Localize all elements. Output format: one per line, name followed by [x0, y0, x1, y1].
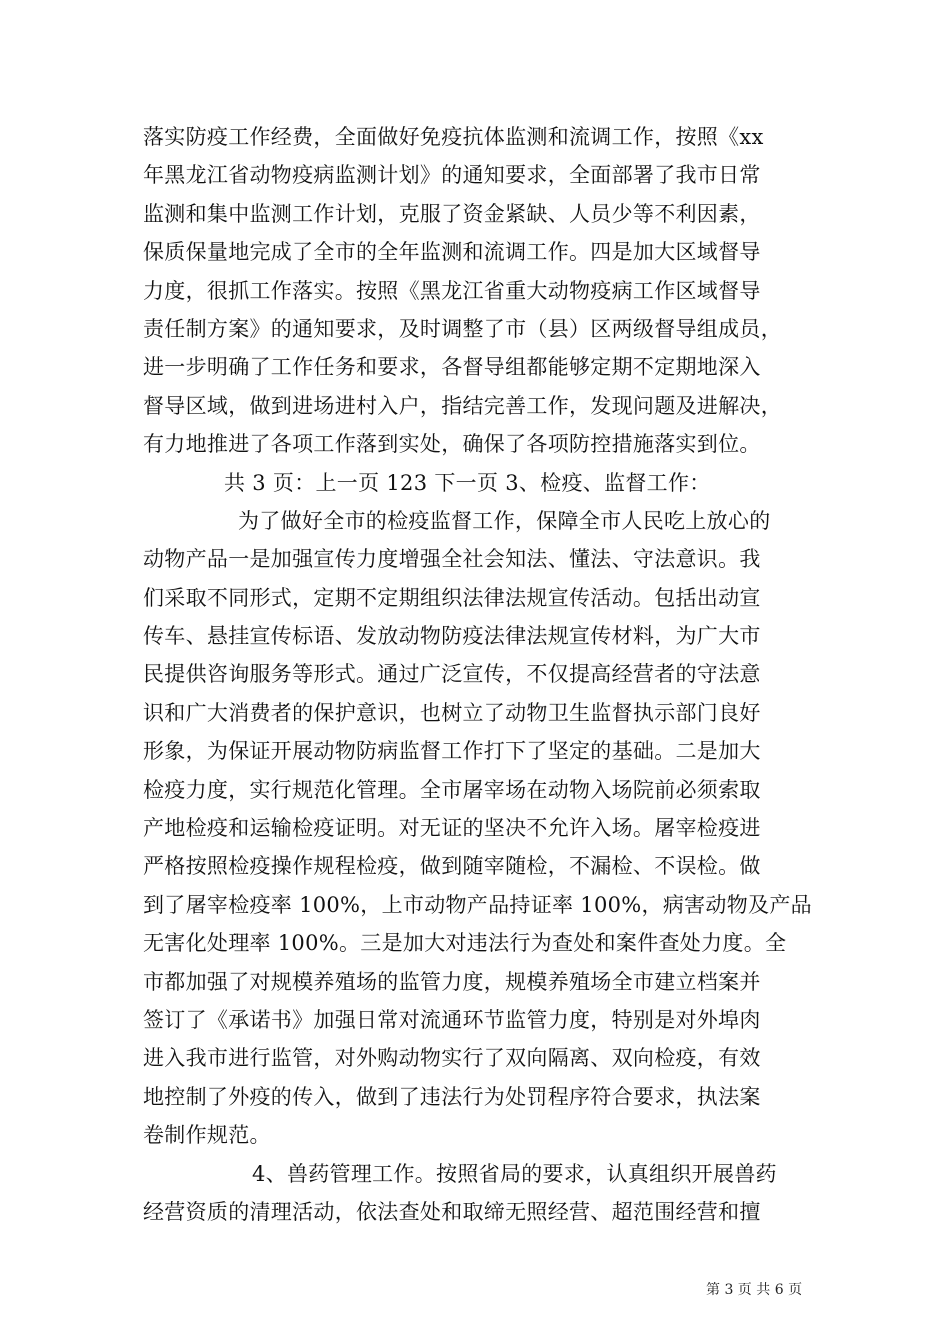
text-line: 形象，为保证开展动物防病监督工作打下了坚定的基础。二是加大	[143, 739, 761, 764]
text-line: 签订了《承诺书》加强日常对流通环节监管力度，特别是对外埠肉	[143, 1007, 761, 1032]
text-line: 传车、悬挂宣传标语、发放动物防疫法律法规宣传材料，为广大市	[143, 624, 761, 649]
text-line: 识和广大消费者的保护意识，也树立了动物卫生监督执示部门良好	[143, 700, 761, 725]
text-line: 无害化处理率 100%。三是加大对违法行为查处和案件查处力度。全	[143, 931, 787, 956]
text-line: 保质保量地完成了全市的全年监测和流调工作。四是加大区域督导	[143, 240, 761, 265]
text-line: 4、兽药管理工作。按照省局的要求，认真组织开展兽药	[252, 1161, 777, 1186]
text-line: 共 3 页：上一页 123 下一页 3、检疫、监督工作：	[224, 470, 711, 495]
text-line: 卷制作规范。	[143, 1123, 271, 1148]
text-line: 有力地推进了各项工作落到实处，确保了各项防控措施落实到位。	[143, 432, 761, 457]
text-line: 严格按照检疫操作规程检疫，做到随宰随检，不漏检、不误检。做	[143, 854, 761, 879]
text-line: 为了做好全市的检疫监督工作，保障全市人民吃上放心的	[238, 508, 771, 533]
text-line: 落实防疫工作经费，全面做好免疫抗体监测和流调工作，按照《xx	[143, 125, 764, 149]
text-line: 责任制方案》的通知要求，及时调整了市（县）区两级督导组成员，	[143, 316, 782, 341]
text-line: 检疫力度，实行规范化管理。全市屠宰场在动物入场院前必须索取	[143, 777, 761, 802]
text-line: 年黑龙江省动物疫病监测计划》的通知要求，全面部署了我市日常	[143, 163, 761, 188]
text-line: 督导区域，做到进场进村入户，指结完善工作，发现问题及进解决，	[143, 393, 782, 418]
text-line: 动物产品一是加强宣传力度增强全社会知法、懂法、守法意识。我	[143, 547, 761, 572]
page-footer: 第 3 页 共 6 页	[706, 1282, 803, 1298]
text-line: 产地检疫和运输检疫证明。对无证的坚决不允许入场。屠宰检疫进	[143, 816, 761, 841]
body-text	[143, 118, 823, 1231]
text-line: 进一步明确了工作任务和要求，各督导组都能够定期不定期地深入	[143, 355, 761, 380]
text-line: 力度，很抓工作落实。按照《黑龙江省重大动物疫病工作区域督导	[143, 278, 761, 303]
text-line: 民提供咨询服务等形式。通过广泛宣传，不仅提高经营者的守法意	[143, 662, 761, 687]
text-line: 经营资质的清理活动，依法查处和取缔无照经营、超范围经营和擅	[143, 1199, 761, 1224]
text-line: 市都加强了对规模养殖场的监管力度，规模养殖场全市建立档案并	[143, 969, 761, 994]
text-line: 们采取不同形式，定期不定期组织法律法规宣传活动。包括出动宣	[143, 585, 761, 610]
text-line: 监测和集中监测工作计划，克服了资金紧缺、人员少等不利因素，	[143, 201, 761, 226]
text-line: 进入我市进行监管，对外购动物实行了双向隔离、双向检疫，有效	[143, 1046, 761, 1071]
text-line: 地控制了外疫的传入，做到了违法行为处罚程序符合要求，执法案	[143, 1084, 761, 1109]
text-line: 到了屠宰检疫率 100%，上市动物产品持证率 100%，病害动物及产品	[143, 892, 812, 917]
